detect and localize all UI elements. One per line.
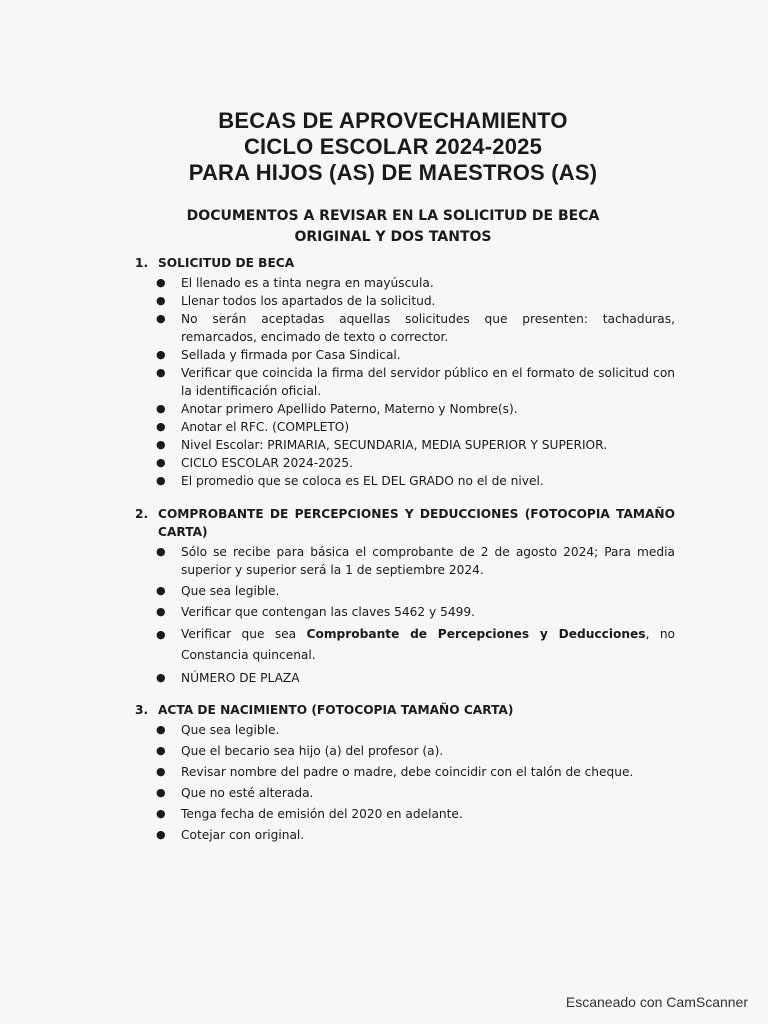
section-heading — [135, 254, 675, 272]
list-item-text: Anotar el RFC. (COMPLETO) — [181, 420, 350, 434]
list-item-text: Tenga fecha de emisión del 2020 en adelante. — [181, 807, 463, 821]
list-item-text: Llenar todos los apartados de la solicitud. — [181, 294, 436, 308]
title-line-3: PARA HIJOS (AS) DE MAESTROS (AS) — [188, 160, 598, 185]
list-item — [135, 603, 675, 621]
bullet-icon: ● — [156, 420, 166, 433]
list-item — [135, 454, 675, 472]
list-item-text: Que sea legible. — [181, 584, 280, 598]
section-heading-text: ACTA DE NACIMIENTO (FOTOCOPIA TAMAÑO CARTA) — [158, 703, 514, 717]
section-heading-text: SOLICITUD DE BECA — [158, 256, 295, 270]
bullet-icon: ● — [156, 438, 166, 451]
list-item — [135, 400, 675, 418]
list-item-text: Anotar primero Apellido Paterno, Materno y Nombre(s). — [181, 402, 518, 416]
list-item-text — [181, 624, 675, 666]
list-item-text: Que el becario sea hijo (a) del profesor (a). — [181, 744, 444, 758]
bullet-icon: ● — [156, 584, 166, 597]
section-number: 3. — [135, 703, 149, 717]
list-item — [135, 310, 675, 346]
list-item-text: Cotejar con original. — [181, 828, 305, 842]
list-item-text: NÚMERO DE PLAZA — [181, 671, 300, 685]
bullet-icon: ● — [156, 312, 166, 325]
bullet-icon: ● — [156, 807, 166, 820]
section-heading-text: COMPROBANTE DE PERCEPCIONES Y DEDUCCIONES (FOTOCOPIA TAMAÑO CARTA) — [158, 507, 675, 539]
bullet-icon: ● — [156, 605, 166, 618]
section-heading — [135, 701, 675, 719]
list-item-text: Verificar que contengan las claves 5462 y 5499. — [181, 605, 475, 619]
list-item — [135, 543, 675, 579]
list-item-text: Que no esté alterada. — [181, 786, 314, 800]
subtitle-line-1: DOCUMENTOS A REVISAR EN LA SOLICITUD DE BECA — [186, 208, 600, 224]
subtitle-line-2: ORIGINAL Y DOS TANTOS — [294, 229, 492, 245]
list-item-text: El llenado es a tinta negra en mayúscula. — [181, 276, 434, 290]
bullet-icon: ● — [156, 474, 166, 487]
bullet-icon: ● — [156, 348, 166, 361]
bullet-icon: ● — [156, 786, 166, 799]
list-item — [135, 624, 675, 666]
list-item — [135, 472, 675, 490]
list-item — [135, 346, 675, 364]
list-item — [135, 669, 675, 687]
bullet-icon: ● — [156, 402, 166, 415]
list-item-text: CICLO ESCOLAR 2024-2025. — [181, 456, 354, 470]
list-item-text: No serán aceptadas aquellas solicitudes que presenten: tachaduras, remarcados, encimado de texto o corrector. — [181, 312, 675, 344]
list-item-text: Sólo se recibe para básica el comprobante de 2 de agosto 2024; Para media superior y superior será la 1 de septiembre 2024. — [181, 545, 675, 577]
list-item — [135, 742, 675, 760]
list-item-text: El promedio que se coloca es EL DEL GRADO no el de nivel. — [181, 474, 544, 488]
section-comprobante-de-percepciones — [135, 505, 675, 690]
list-item — [135, 721, 675, 739]
bullet-icon: ● — [156, 294, 166, 307]
section-number: 2. — [135, 507, 149, 521]
document-subtitle — [0, 206, 768, 248]
section-item-list — [135, 274, 675, 490]
list-item-text-part: Verificar que sea — [181, 627, 307, 641]
list-item — [135, 364, 675, 400]
bullet-icon: ● — [156, 276, 166, 289]
section-item-list — [135, 543, 675, 687]
list-item — [135, 292, 675, 310]
list-item-text: Nivel Escolar: PRIMARIA, SECUNDARIA, MEDIA SUPERIOR Y SUPERIOR. — [181, 438, 608, 452]
title-line-2: CICLO ESCOLAR 2024-2025 — [243, 134, 543, 159]
list-item-text: Que sea legible. — [181, 723, 280, 737]
list-item — [135, 805, 675, 823]
list-item — [135, 826, 675, 844]
section-item-list — [135, 721, 675, 844]
bullet-icon: ● — [156, 828, 166, 841]
bullet-icon: ● — [156, 366, 166, 379]
section-acta-de-nacimiento — [135, 701, 675, 847]
bullet-icon: ● — [156, 628, 166, 641]
section-solicitud-de-beca — [135, 254, 675, 490]
list-item — [135, 784, 675, 802]
bullet-icon: ● — [156, 545, 166, 558]
document-title — [0, 108, 768, 186]
list-item — [135, 418, 675, 436]
bullet-icon: ● — [156, 723, 166, 736]
list-item — [135, 274, 675, 292]
section-heading — [135, 505, 675, 541]
list-item-text: Sellada y firmada por Casa Sindical. — [181, 348, 401, 362]
list-item — [135, 763, 675, 781]
title-line-1: BECAS DE APROVECHAMIENTO — [218, 108, 568, 133]
bullet-icon: ● — [156, 744, 166, 757]
list-item — [135, 436, 675, 454]
bullet-icon: ● — [156, 456, 166, 469]
list-item — [135, 582, 675, 600]
section-number: 1. — [135, 256, 149, 270]
list-item-text: Verificar que coincida la firma del servidor público en el formato de solicitud con la identificación oficial. — [181, 366, 675, 398]
list-item-text-emphasis: Comprobante de Percepciones y Deducciones — [306, 627, 646, 641]
bullet-icon: ● — [156, 765, 166, 778]
camscanner-watermark: Escaneado con CamScanner — [565, 994, 748, 1010]
bullet-icon: ● — [156, 671, 166, 684]
list-item-text: Revisar nombre del padre o madre, debe coincidir con el talón de cheque. — [181, 765, 634, 779]
list-item-text-part: , no Constancia quincenal. — [181, 627, 675, 662]
